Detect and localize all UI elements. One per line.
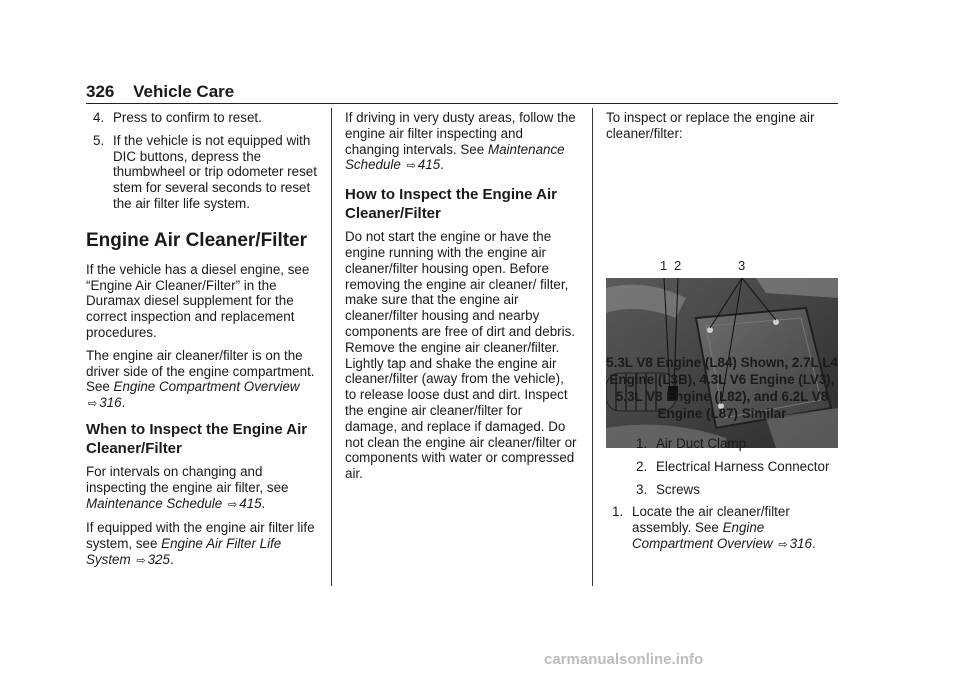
engine-compartment-link[interactable]: Engine Compartment Overview bbox=[113, 379, 300, 395]
step-5: 5. If the vehicle is not equipped with DIC buttons, depress the thumbwheel or trip odometer reset stem for several seconds to reset the air filter life system. bbox=[93, 132, 317, 211]
page-ref-316[interactable]: 316 bbox=[99, 395, 122, 411]
page-number: 326 bbox=[86, 82, 115, 101]
xref-icon: ⇨ bbox=[88, 398, 98, 411]
callout-3: 3 bbox=[738, 258, 746, 273]
header-rule bbox=[86, 103, 838, 104]
xref-icon: ⇨ bbox=[778, 538, 788, 551]
diesel-paragraph: If the vehicle has a diesel engine, see “Engine Air Cleaner/Filter” in the Duramax diesel supplement for the correct inspection and replacement procedures. bbox=[86, 261, 310, 340]
maintenance-schedule-link[interactable]: Maintenance Schedule bbox=[345, 141, 565, 173]
dusty-areas-paragraph: If driving in very dusty areas, follow the engine air filter inspecting and changing intervals. See Maintenance Schedule ⇨ 415. bbox=[345, 110, 576, 173]
engine-air-cleaner-heading: Engine Air Cleaner/Filter bbox=[86, 229, 308, 251]
column-divider-1 bbox=[331, 108, 332, 586]
callout-1: 1 bbox=[660, 258, 668, 273]
location-paragraph: The engine air cleaner/filter is on the driver side of the engine compartment. See Engine Compartment Overview ⇨ 316. bbox=[86, 347, 315, 411]
page-header bbox=[86, 82, 234, 102]
inspect-intro: To inspect or replace the engine air cleaner/filter: bbox=[606, 110, 815, 141]
figure-caption: 5.3L V8 Engine (L84) Shown, 2.7L L4 Engine (L3B), 4.3L V6 Engine (LV3), 5.3L V8 Engine (L82), and 6.2L V8 Engine (L87) Similar bbox=[606, 355, 838, 421]
life-system-paragraph: If equipped with the engine air filter life system, see Engine Air Filter Life System ⇨ 325. bbox=[86, 520, 315, 567]
callout-2: 2 bbox=[674, 258, 682, 273]
maintenance-schedule-link[interactable]: Maintenance Schedule bbox=[86, 495, 223, 511]
xref-icon: ⇨ bbox=[227, 498, 238, 511]
column-divider-2 bbox=[592, 108, 593, 586]
page-ref-415[interactable]: 415 bbox=[417, 157, 441, 173]
intervals-paragraph: For intervals on changing and inspecting the engine air filter, see Maintenance Schedule ⇨ 415. bbox=[86, 463, 289, 511]
column-1 bbox=[86, 110, 322, 577]
page-ref-325[interactable]: 325 bbox=[147, 551, 170, 567]
figure-text bbox=[606, 346, 838, 561]
xref-icon: ⇨ bbox=[136, 554, 146, 567]
legend-item: 1. Air Duct Clamp bbox=[636, 436, 747, 451]
legend-item: 3. Screws bbox=[636, 481, 700, 497]
air-filter-life-link[interactable]: Engine Air Filter Life System bbox=[86, 536, 282, 567]
page-ref-415[interactable]: 415 bbox=[239, 495, 262, 511]
step-4: 4. Press to confirm to reset. bbox=[93, 110, 262, 125]
engine-compartment-link[interactable]: Engine Compartment Overview bbox=[632, 520, 773, 551]
callout-labels bbox=[606, 258, 838, 278]
inspection-paragraph: Do not start the engine or have the engine running with the engine air cleaner/filter housing open. Before removing the engine air cleaner/ filter, make sure that the engine air cleaner/filter housing and nearby components are free of dirt and debris. Remove the engine air cleaner/filter. Lightly tap and shake the engine air cleaner/filter (away from the vehicle), to release loose dust and dirt. Inspect the engine air cleaner/filter for damage, and replace if damaged. Do not clean the engine air cleaner/filter or components with water or compressed air. bbox=[345, 229, 577, 482]
how-to-inspect-heading: How to Inspect the Engine Air Cleaner/Filter bbox=[345, 186, 557, 223]
when-to-inspect-heading: When to Inspect the Engine Air Cleaner/Filter bbox=[86, 420, 308, 457]
step-1: 1. Locate the air cleaner/filter assembly. See Engine Compartment Overview ⇨ 316. bbox=[612, 504, 816, 551]
watermark: carmanualsonline.info bbox=[544, 651, 704, 668]
column-2 bbox=[345, 110, 577, 489]
column-3 bbox=[606, 110, 838, 580]
xref-icon: ⇨ bbox=[406, 160, 416, 173]
page-ref-316[interactable]: 316 bbox=[789, 535, 812, 551]
section-title: Vehicle Care bbox=[133, 82, 235, 101]
legend-item: 2. Electrical Harness Connector bbox=[636, 458, 830, 474]
